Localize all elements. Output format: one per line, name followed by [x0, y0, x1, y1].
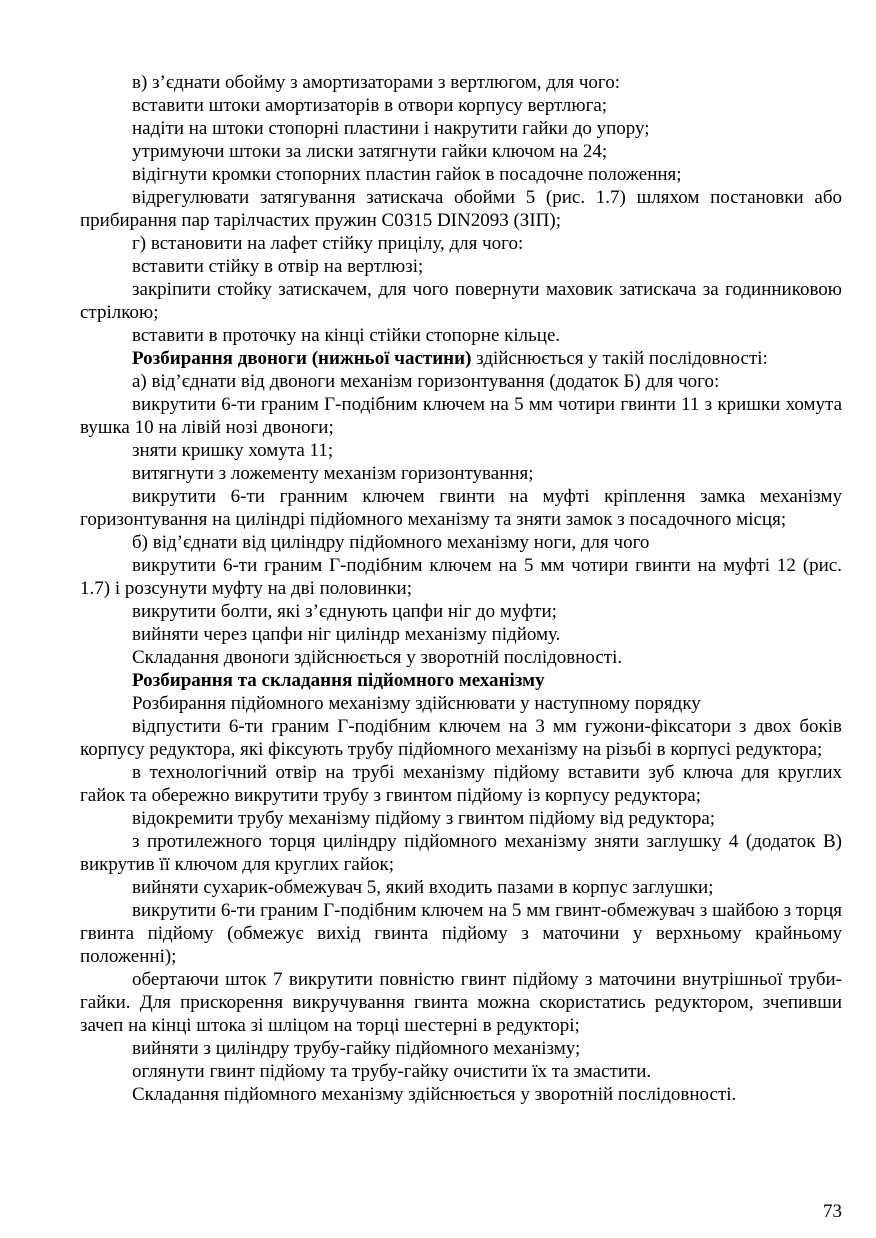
paragraph: викрутити болти, які з’єднують цапфи ніг до муфти;: [132, 601, 557, 622]
paragraph: вийняти через цапфи ніг циліндр механізму підйому.: [132, 624, 561, 645]
paragraph: відпустити 6-ти граним Г-подібним ключем на 3 мм гужони-фіксатори з двох боків корпусу редуктора, які фіксують трубу підйомного механізму на різьбі в корпусі редуктора;: [80, 716, 842, 760]
paragraph: утримуючи штоки за лиски затягнути гайки ключом на 24;: [132, 141, 608, 162]
paragraph: в технологічний отвір на трубі механізму підйому вставити зуб ключа для круглих гайок та обережно викрутити трубу з гвинтом підйому із корпусу редуктора;: [80, 762, 842, 806]
paragraph: викрутити 6-ти граним Г-подібним ключем на 5 мм гвинт-обмежувач з шайбою з торця гвинта підйому (обмежує вихід гвинта підйому з маточини у верхньому крайньому положенні);: [80, 900, 842, 967]
paragraph: викрутити 6-ти граним Г-подібним ключем на 5 мм чотири гвинти на муфті 12 (рис. 1.7) і розсунути муфту на дві половинки;: [80, 555, 842, 599]
paragraph: викрутити 6-ти граним Г-подібним ключем на 5 мм чотири гвинти 11 з кришки хомута вушка 10 на лівій нозі двоноги;: [80, 394, 842, 438]
paragraph: витягнути з ложементу механізм горизонтування;: [132, 463, 534, 484]
section-heading: Розбирання двоноги (нижньої частини): [132, 348, 472, 369]
paragraph: відокремити трубу механізму підйому з гвинтом підйому від редуктора;: [132, 808, 716, 829]
section-paragraph: [80, 347, 842, 370]
paragraph: б) від’єднати від циліндру підйомного механізму ноги, для чого: [132, 532, 650, 553]
page-body: [80, 71, 842, 1106]
paragraph: відрегулювати затягування затискача обойми 5 (рис. 1.7) шляхом постановки або прибирання пар тарілчастих пружин С0315 DIN2093 (ЗІП);: [80, 187, 842, 231]
paragraph: вийняти сухарик-обмежувач 5, який входить пазами в корпус заглушки;: [132, 877, 714, 898]
paragraph: вийняти з циліндру трубу-гайку підйомного механізму;: [132, 1038, 581, 1059]
page-number: 73: [823, 1201, 842, 1222]
paragraph-text: здійснюється у такій послідовності:: [471, 348, 768, 369]
paragraph: Складання двоноги здійснюється у зворотній послідовності.: [132, 647, 623, 668]
paragraph: обертаючи шток 7 викрутити повністю гвинт підйому з маточини внутрішньої труби-гайки. Для прискорення викручування гвинта можна скористатись редуктором, зчепивши зачеп на кінці штока зі шліцом на торці шестерні в редукторі;: [80, 969, 842, 1036]
section-paragraph: [80, 669, 842, 692]
section-heading: Розбирання та складання підйомного механізму: [132, 670, 545, 691]
paragraph: в) з’єднати обойму з амортизаторами з вертлюгом, для чого:: [132, 72, 621, 93]
paragraph: вставити в проточку на кінці стійки стопорне кільце.: [132, 325, 561, 346]
paragraph: оглянути гвинт підйому та трубу-гайку очистити їх та змастити.: [132, 1061, 652, 1082]
paragraph: закріпити стойку затискачем, для чого повернути маховик затискача за годинниковою стрілкою;: [80, 279, 842, 323]
paragraph: вставити штоки амортизаторів в отвори корпусу вертлюга;: [132, 95, 608, 116]
paragraph: з протилежного торця циліндру підйомного механізму зняти заглушку 4 (додатoк В) викрутив її ключом для круглих гайок;: [80, 831, 842, 875]
paragraph: Розбирання підйомного механізму здійснювати у наступному порядку: [132, 693, 701, 714]
paragraph: г) встановити на лафет стійку прицілу, для чого:: [132, 233, 524, 254]
paragraph: зняти кришку хомута 11;: [132, 440, 334, 461]
paragraph: викрутити 6-ти гранним ключем гвинти на муфті кріплення замка механізму горизонтування на циліндрі підйомного механізму та зняти замок з посадочного місця;: [80, 486, 842, 530]
paragraph: а) від’єднати від двоноги механізм горизонтування (додаток Б) для чого:: [132, 371, 720, 392]
paragraph: надіти на штоки стопорні пластини і накрутити гайки до упору;: [132, 118, 650, 139]
paragraph: відігнути кромки стопорних пластин гайок в посадочне положення;: [132, 164, 682, 185]
paragraph: вставити стійку в отвір на вертлюзі;: [132, 256, 424, 277]
paragraph: Складання підйомного механізму здійснюється у зворотній послідовності.: [132, 1084, 737, 1105]
